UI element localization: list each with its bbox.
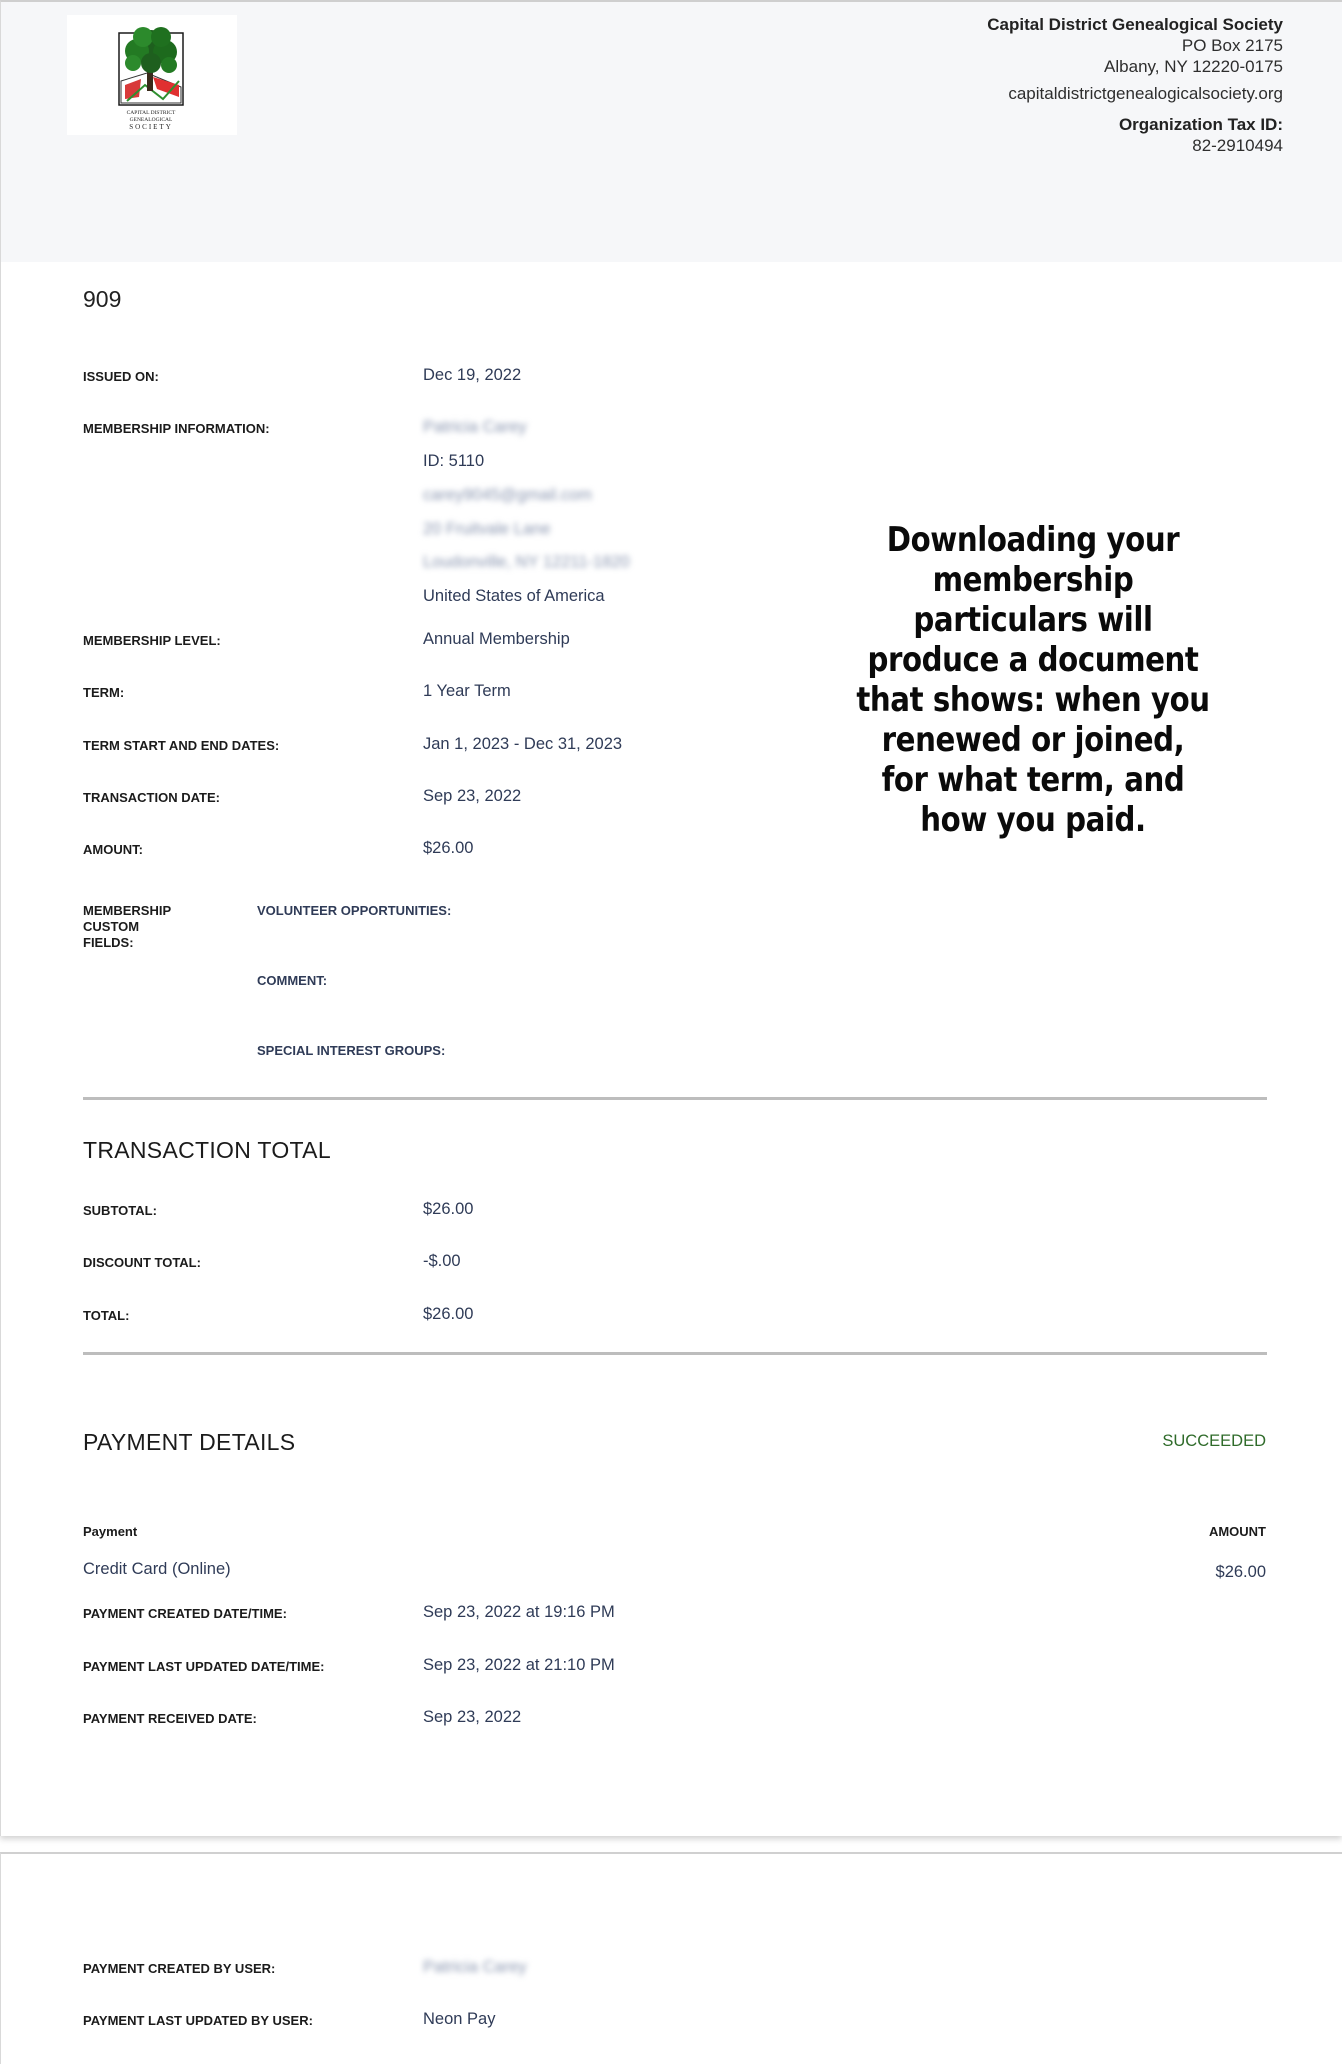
payment-received-value: Sep 23, 2022	[423, 1708, 522, 1726]
comment-label: COMMENT:	[257, 973, 328, 988]
membership-level-value: Annual Membership	[423, 630, 570, 648]
subtotal-label: SUBTOTAL:	[83, 1203, 157, 1218]
transaction-total-title: TRANSACTION TOTAL	[83, 1137, 331, 1163]
discount-total-label: DISCOUNT TOTAL:	[83, 1255, 201, 1270]
org-website: capitaldistrictgenealogicalsociety.org	[1008, 84, 1283, 103]
society-logo	[67, 15, 237, 135]
amount-label: AMOUNT:	[83, 842, 143, 857]
logo-text-1: CAPITAL DISTRICT	[126, 110, 176, 116]
subtotal-value: $26.00	[423, 1200, 474, 1218]
tax-id-value: 82-2910494	[1192, 136, 1283, 155]
payment-created-by-value: Patricia Carey	[423, 1958, 527, 1976]
org-po-box: PO Box 2175	[1181, 36, 1283, 55]
payment-method: Credit Card (Online)	[83, 1560, 231, 1578]
term-dates-label: TERM START AND END DATES:	[83, 738, 280, 753]
amount-value: $26.00	[423, 839, 474, 857]
payment-updated-by-label: PAYMENT LAST UPDATED BY USER:	[83, 2013, 313, 2028]
divider	[83, 1097, 1267, 1100]
payment-updated-label: PAYMENT LAST UPDATED DATE/TIME:	[83, 1659, 325, 1674]
payment-updated-value: Sep 23, 2022 at 21:10 PM	[423, 1656, 615, 1674]
custom-fields-label-2: CUSTOM	[83, 919, 140, 934]
payment-updated-by-value: Neon Pay	[423, 2010, 496, 2028]
organization-block	[987, 14, 1283, 156]
divider	[83, 1352, 1267, 1355]
special-interest-groups-label: SPECIAL INTEREST GROUPS:	[257, 1043, 446, 1058]
tree-logo-icon	[67, 15, 237, 135]
member-name: Patricia Carey	[423, 418, 527, 436]
payment-received-label: PAYMENT RECEIVED DATE:	[83, 1711, 257, 1726]
amount-column-header: AMOUNT	[1208, 1524, 1266, 1539]
member-id: ID: 5110	[423, 452, 485, 470]
payment-created-label: PAYMENT CREATED DATE/TIME:	[83, 1606, 287, 1621]
transaction-date-label: TRANSACTION DATE:	[83, 790, 220, 805]
issued-on-label: ISSUED ON:	[83, 369, 159, 384]
payment-created-by-label: PAYMENT CREATED BY USER:	[83, 1961, 276, 1976]
total-label: TOTAL:	[83, 1308, 130, 1323]
issued-on-value: Dec 19, 2022	[423, 366, 522, 384]
term-label: TERM:	[83, 685, 125, 700]
payment-created-value: Sep 23, 2022 at 19:16 PM	[423, 1603, 615, 1621]
membership-level-label: MEMBERSHIP LEVEL:	[83, 633, 221, 648]
volunteer-opportunities-label: VOLUNTEER OPPORTUNITIES:	[257, 903, 452, 918]
member-street: 20 Fruitvale Lane	[423, 520, 551, 538]
transaction-date-value: Sep 23, 2022	[423, 787, 522, 805]
payment-amount: $26.00	[1215, 1563, 1266, 1581]
term-value: 1 Year Term	[423, 682, 511, 700]
org-city: Albany, NY 12220-0175	[1104, 57, 1283, 76]
member-email: carey9045@gmail.com	[423, 486, 592, 504]
logo-text-2: GENEALOGICAL	[129, 117, 173, 123]
payment-details-title: PAYMENT DETAILS	[83, 1429, 296, 1455]
custom-fields-label-3: FIELDS:	[83, 935, 134, 950]
logo-text-3: SOCIETY	[129, 123, 173, 131]
total-value: $26.00	[423, 1305, 474, 1323]
payment-column-header: Payment	[83, 1524, 138, 1539]
header-band	[1, 2, 1342, 262]
discount-total-value: -$.00	[423, 1252, 461, 1270]
custom-fields-label-1: MEMBERSHIP	[83, 903, 172, 918]
tax-id-label: Organization Tax ID:	[1118, 115, 1283, 134]
callout-annotation: Downloading your membership particulars will produce a document that shows: when you renewed or joined, for what term, and how you paid.	[856, 520, 1210, 840]
receipt-number: 909	[83, 286, 122, 312]
term-dates-value: Jan 1, 2023 - Dec 31, 2023	[423, 735, 623, 753]
membership-info-label: MEMBERSHIP INFORMATION:	[83, 421, 270, 436]
member-country: United States of America	[423, 587, 605, 605]
receipt-page-2	[0, 1852, 1342, 2064]
member-city: Loudonville, NY 12211-1820	[423, 553, 630, 571]
payment-status-badge: SUCCEEDED	[1162, 1432, 1266, 1450]
org-name: Capital District Genealogical Society	[987, 15, 1283, 34]
